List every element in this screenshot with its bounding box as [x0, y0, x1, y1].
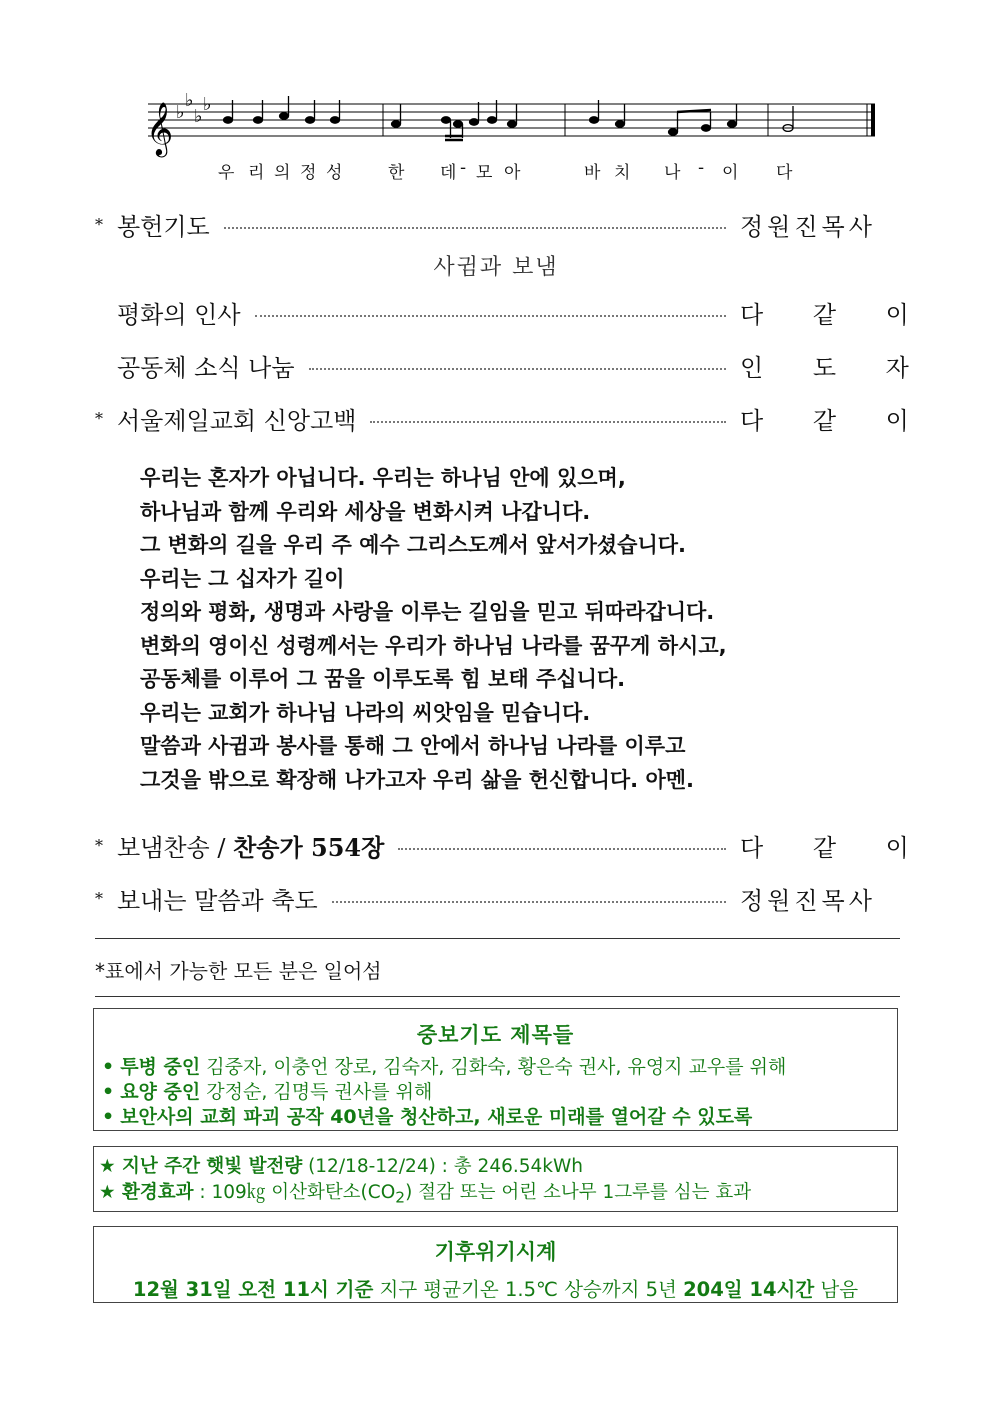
- climate-clock-box: [93, 1226, 898, 1303]
- lyric-syllable: 아: [504, 163, 521, 183]
- prayer-item-head: 보안사의 교회 파괴 공작 40년을 청산하고, 새로운 미래를 열어갈 수 있도록: [120, 1106, 753, 1128]
- order-label: [117, 828, 384, 863]
- standing-mark: *: [95, 408, 103, 428]
- order-label-prefix: 보냄찬송 /: [117, 833, 234, 862]
- order-leader: 정원진목사: [740, 212, 876, 241]
- lyric-syllable: 모: [476, 163, 493, 183]
- leader-dots: [370, 421, 726, 423]
- lyric-syllable: 다: [776, 163, 793, 183]
- lyric-syllable: -: [698, 158, 705, 178]
- climate-clock-line: 12월 31일 오전 11시 기준 지구 평균기온 1.5℃ 상승까지 5년 204일 14시간 남음: [132, 1278, 859, 1301]
- leader-dots: [224, 227, 726, 229]
- order-label: 보내는 말씀과 축도: [117, 886, 318, 915]
- solar-output-head: ★ 지난 주간 햇빛 발전량: [99, 1156, 303, 1177]
- order-leader: 다 같 이: [740, 300, 909, 329]
- solar-box: [93, 1146, 898, 1212]
- standing-mark: *: [95, 888, 103, 908]
- leader-dots: [309, 368, 726, 370]
- divider: [95, 938, 900, 939]
- solar-effect-head: ★ 환경효과: [99, 1182, 194, 1203]
- creed-line: 하나님과 함께 우리와 세상을 변화시켜 나갑니다.: [140, 499, 591, 524]
- creed-line: 말씀과 사귐과 봉사를 통해 그 안에서 하나님 나라를 이루고: [140, 734, 686, 758]
- lyric-syllable: 리: [248, 163, 265, 183]
- prayer-item: • 보안사의 교회 파괴 공작 40년을 청산하고, 새로운 미래를 열어갈 수 있도록: [102, 1106, 753, 1128]
- order-leader: 정원진목사: [740, 886, 876, 915]
- lyric-syllable: 나: [664, 163, 681, 183]
- divider: [95, 996, 900, 997]
- lyric-syllable: 데: [440, 163, 457, 183]
- order-label: 봉헌기도: [117, 212, 210, 241]
- creed-line: 우리는 혼자가 아닙니다. 우리는 하나님 안에 있으며,: [140, 466, 626, 490]
- order-row-sending-hymn: [95, 825, 909, 865]
- prayer-box: [93, 1008, 898, 1131]
- lyric-syllable: 의: [274, 163, 291, 183]
- order-row-offering-prayer: [95, 204, 900, 244]
- creed-line: 변화의 영이신 성령께서는 우리가 하나님 나라를 꿈꾸게 하시고,: [140, 633, 727, 658]
- lyric-syllable: 치: [614, 163, 631, 183]
- standing-mark: *: [95, 835, 103, 855]
- solar-effect-line: ★ 환경효과 : 109㎏ 이산화탄소$(CO_2)$ 절감 또는 어린 소나무 1그루를 심는 효과: [99, 1182, 752, 1207]
- confession-of-faith: [140, 462, 900, 797]
- prayer-item-head: 투병 중인: [120, 1056, 201, 1078]
- svg-text:♭: ♭: [176, 102, 185, 123]
- hymn-number: 찬송가 554장: [233, 832, 385, 862]
- creed-line: 그 변화의 길을 우리 주 예수 그리스도께서 앞서가셨습니다.: [140, 533, 687, 557]
- hymn-lyrics: [140, 158, 900, 184]
- order-leader: 다 같 이: [740, 833, 909, 862]
- order-label: 공동체 소식 나눔: [117, 353, 295, 382]
- solar-output-value: (12/18-12/24) : 총 246.54kWh: [302, 1156, 584, 1177]
- lyric-syllable: -: [460, 158, 467, 178]
- creed-line: 우리는 그 십자가 길이: [140, 566, 345, 591]
- creed-line: 그것을 밖으로 확장해 나가고자 우리 삶을 헌신합니다. 아멘.: [140, 767, 694, 792]
- svg-text:♭: ♭: [203, 94, 212, 115]
- prayer-item-head: 요양 중인: [120, 1081, 201, 1103]
- order-label: 서울제일교회 신앙고백: [117, 406, 357, 435]
- order-row-news: [95, 345, 909, 385]
- svg-text:𝄞: 𝄞: [146, 101, 174, 155]
- order-row-greeting: [95, 292, 909, 332]
- creed-line: 정의와 평화, 생명과 사랑을 이루는 길임을 믿고 뒤따라갑니다.: [140, 600, 715, 624]
- order-leader: 인 도 자: [740, 353, 909, 382]
- order-row-confession: [95, 398, 909, 438]
- leader-dots: [255, 315, 726, 317]
- leader-dots: [398, 848, 726, 850]
- prayer-item-body: 강정순, 김명득 권사를 위해: [200, 1081, 433, 1103]
- lyric-syllable: 한: [388, 163, 405, 183]
- lyric-syllable: 성: [326, 163, 343, 183]
- standing-mark: *: [95, 214, 103, 234]
- order-row-benediction: [95, 878, 900, 918]
- svg-text:♭: ♭: [194, 106, 203, 127]
- prayer-item: • 요양 중인 강정순, 김명득 권사를 위해: [102, 1081, 433, 1103]
- prayer-item: • 투병 중인 김중자, 이충언 장로, 김숙자, 김화숙, 황은숙 권사, 유영지 교우를 위해: [102, 1056, 787, 1078]
- prayer-title: 중보기도 제목들: [416, 1023, 575, 1047]
- solar-output-line: [94, 1154, 897, 1180]
- lyric-syllable: 바: [584, 163, 601, 183]
- leader-dots: [332, 901, 726, 903]
- lyric-syllable: 우: [218, 163, 235, 183]
- creed-line: 우리는 교회가 하나님 나라의 씨앗임을 믿습니다.: [140, 700, 591, 725]
- creed-line: 공동체를 이루어 그 꿈을 이루도록 힘 보태 주십니다.: [140, 667, 626, 691]
- order-leader: 다 같 이: [740, 406, 909, 435]
- section-title: 사귐과 보냄: [433, 255, 559, 280]
- lyric-syllable: 정: [300, 163, 317, 183]
- climate-clock-title: 기후위기시계: [434, 1240, 557, 1264]
- prayer-item-body: 김중자, 이충언 장로, 김숙자, 김화숙, 황은숙 권사, 유영지 교우를 위해: [200, 1056, 787, 1078]
- order-label: 평화의 인사: [117, 300, 241, 329]
- standing-note: *표에서 가능한 모든 분은 일어섬: [95, 959, 382, 983]
- lyric-syllable: 이: [722, 163, 739, 183]
- svg-text:♭: ♭: [185, 92, 194, 111]
